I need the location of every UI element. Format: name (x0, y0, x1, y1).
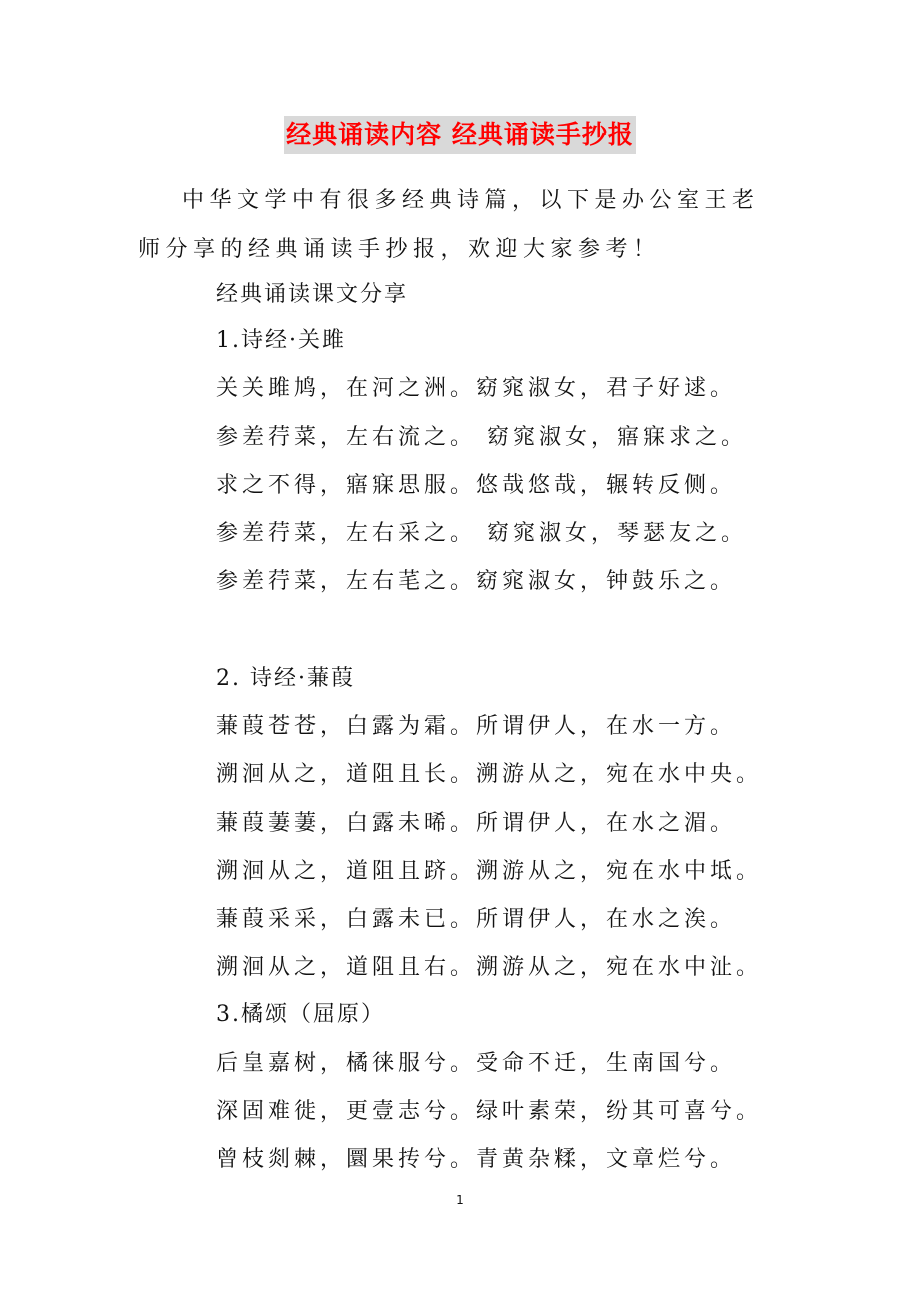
poem-1-line: 求之不得，寤寐思服。悠哉悠哉，辗转反侧。 (216, 473, 737, 498)
poem-2-line: 溯洄从之，道阻且长。溯游从之，宛在水中央。 (216, 762, 763, 787)
poem-2-line: 蒹葭苍苍，白露为霜。所谓伊人，在水一方。 (216, 714, 737, 739)
poem-1-line: 参差荇菜，左右芼之。窈窕淑女，钟鼓乐之。 (216, 569, 737, 594)
poem-3-line: 曾枝剡棘，圜果抟兮。青黄杂糅，文章烂兮。 (216, 1147, 737, 1172)
document-title-container (0, 116, 920, 154)
poem-1-line: 参差荇菜，左右流之。 窈窕淑女，寤寐求之。 (216, 425, 747, 450)
poem-2-line: 溯洄从之，道阻且跻。溯游从之，宛在水中坻。 (216, 859, 763, 884)
intro-paragraph: 中华文学中有很多经典诗篇，以下是办公室王老师分享的经典诵读手抄报，欢迎大家参考！ (138, 188, 760, 262)
poem-3-heading: 3.橘颂（屈原） (216, 1002, 385, 1027)
poem-3-line: 后皇嘉树，橘徕服兮。受命不迁，生南国兮。 (216, 1051, 737, 1076)
poem-2-line: 蒹葭萋萋，白露未晞。所谓伊人，在水之湄。 (216, 811, 737, 836)
poem-1-line: 参差荇菜，左右采之。 窈窕淑女，琴瑟友之。 (216, 521, 747, 546)
page-number: 1 (456, 1193, 464, 1207)
poem-2-heading: 2. 诗经·蒹葭 (216, 666, 355, 691)
poem-1-line: 关关雎鸠，在河之洲。窈窕淑女，君子好逑。 (216, 376, 737, 401)
poem-2-line: 溯洄从之，道阻且右。溯游从之，宛在水中沚。 (216, 955, 763, 980)
document-title: 经典诵读内容 经典诵读手抄报 (284, 116, 636, 154)
poem-2-line: 蒹葭采采，白露未已。所谓伊人，在水之涘。 (216, 907, 737, 932)
poem-1-heading: 1.诗经·关雎 (216, 328, 346, 353)
section-heading: 经典诵读课文分享 (216, 282, 409, 307)
poem-3-line: 深固难徙，更壹志兮。绿叶素荣，纷其可喜兮。 (216, 1099, 763, 1124)
